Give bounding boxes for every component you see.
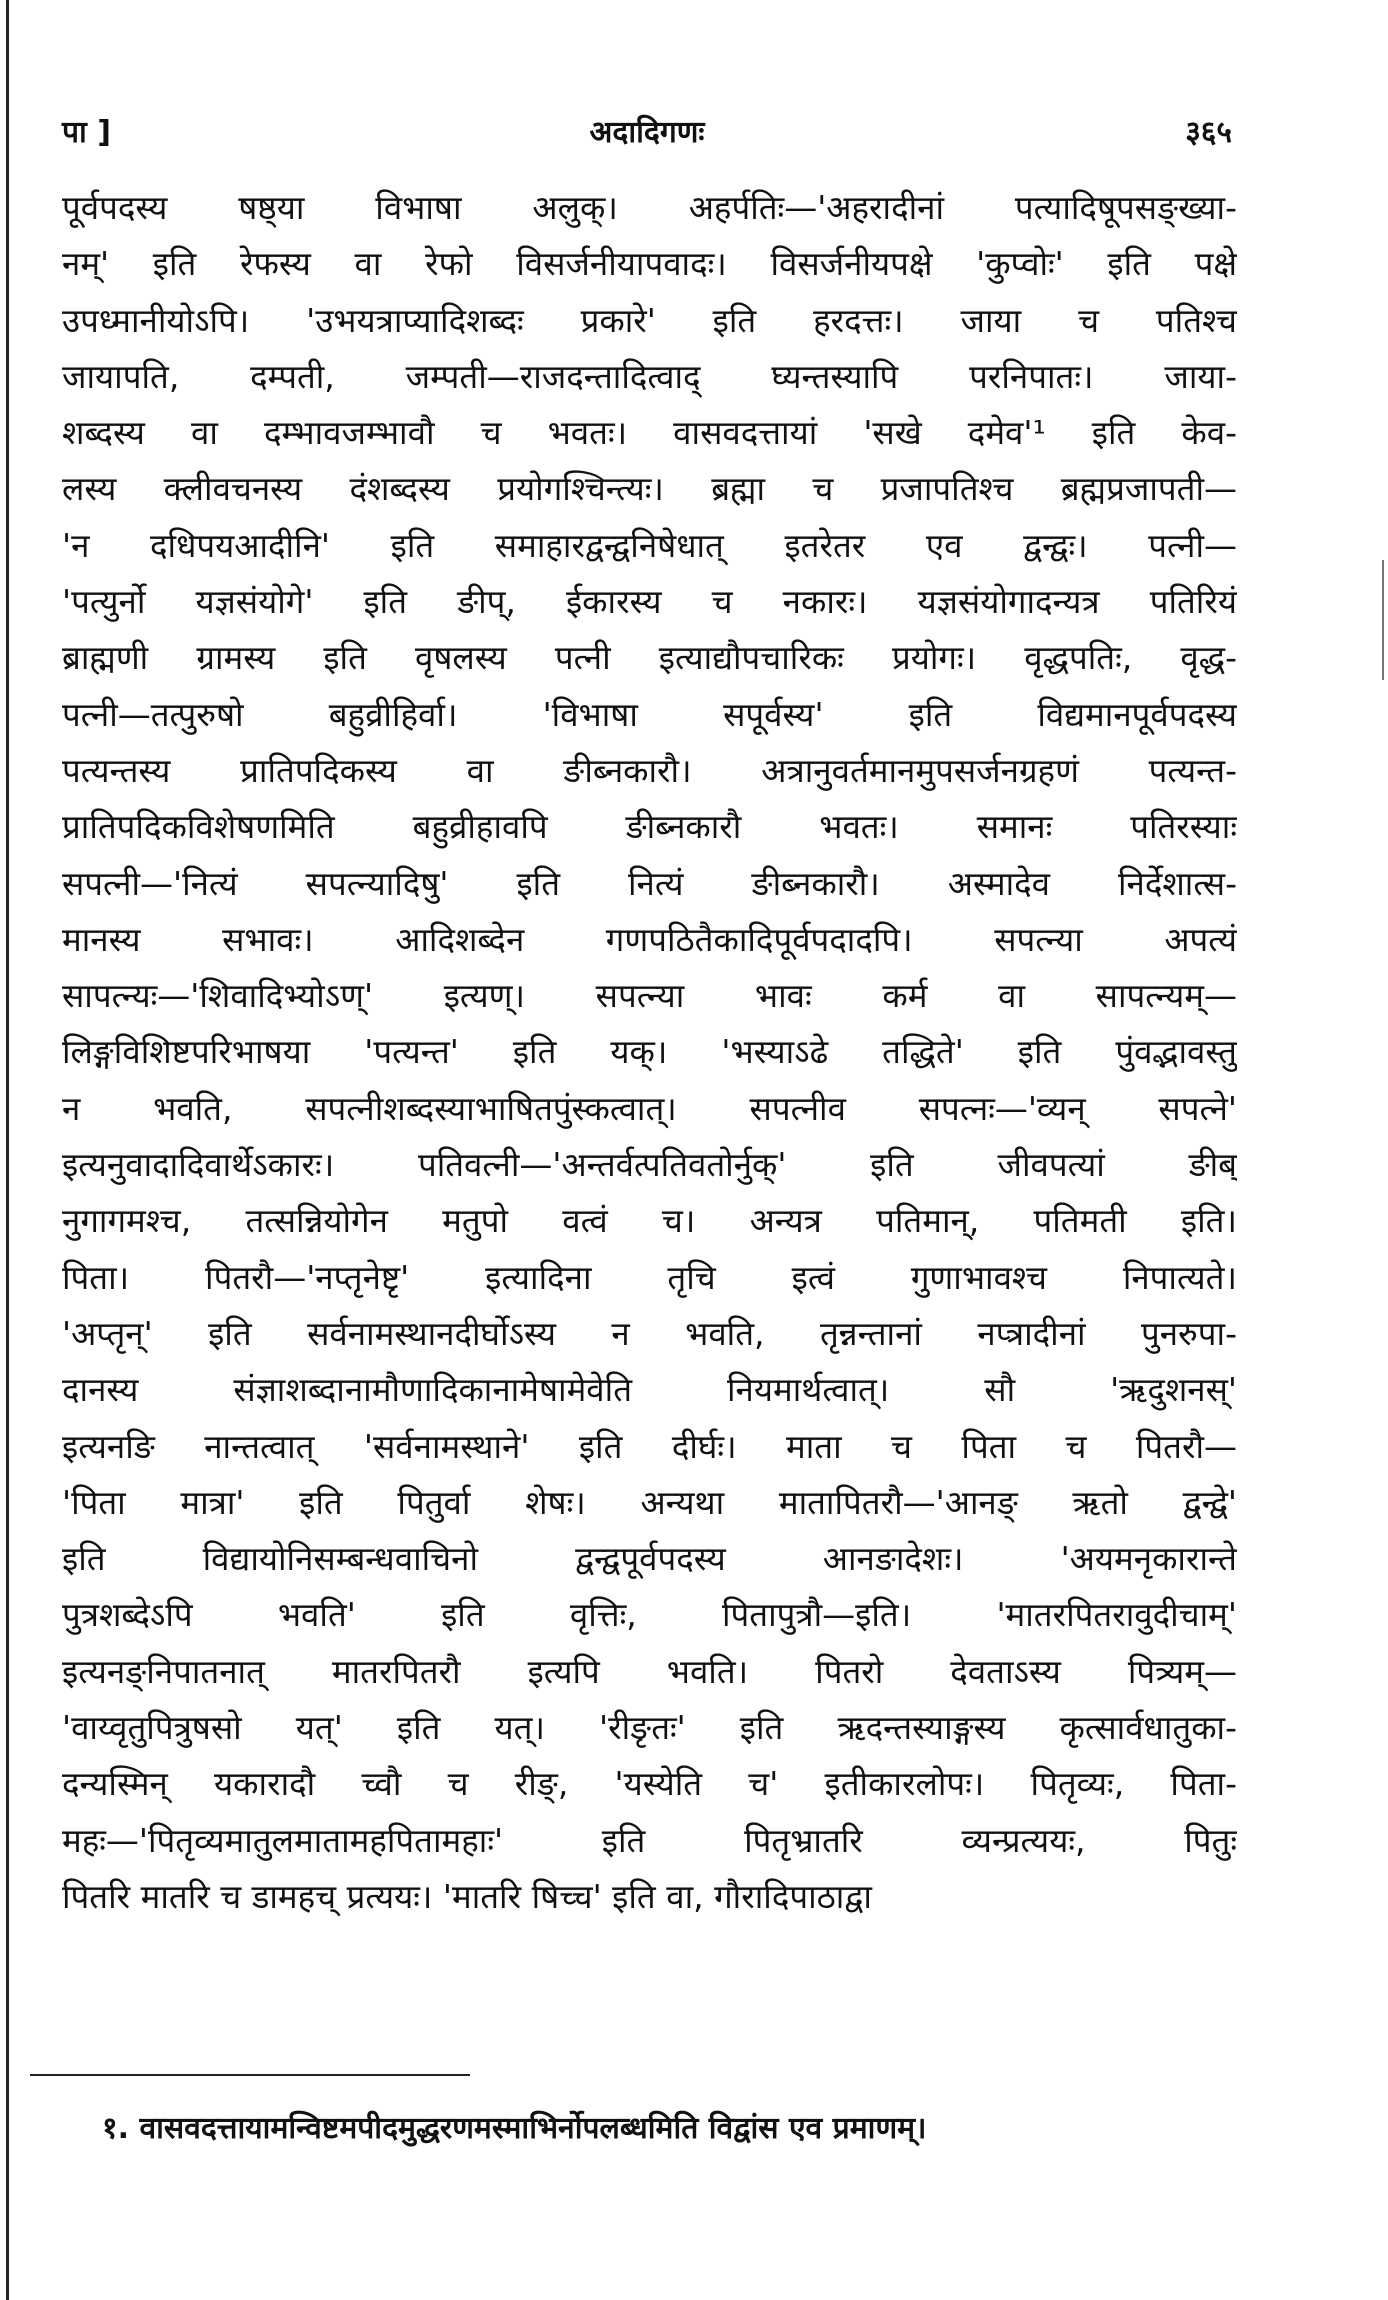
text-line: 'पत्युर्नो यज्ञसंयोगे' इति ङीप्, ईकारस्य च नकारः। यज्ञसंयोगादन्यत्र पतिरियं — [62, 582, 1237, 622]
text-line: दानस्य संज्ञाशब्दानामौणादिकानामेषामेवेति नियमार्थत्वात्। सौ 'ऋदुशनस्' — [62, 1370, 1237, 1410]
header-title: अदादिगणः — [589, 114, 705, 150]
text-line: महः—'पितृव्यमातुलमातामहपितामहाः' इति पितृभ्रातरि व्यन्प्रत्ययः, पितुः — [62, 1820, 1237, 1860]
text-line: लिङ्गविशिष्टपरिभाषया 'पत्यन्त' इति यक्। 'भस्याऽढे तद्धिते' इति पुंवद्भावस्तु — [62, 1032, 1237, 1072]
page-number: ३६५ — [1185, 114, 1232, 150]
main-text — [62, 180, 1237, 1925]
text-line: उपध्मानीयोऽपि। 'उभयत्राप्यादिशब्दः प्रकारे' इति हरदत्तः। जाया च पतिश्च — [62, 300, 1237, 340]
text-line: 'न दधिपयआदीनि' इति समाहारद्वन्द्वनिषेधात् इतरेतर एव द्वन्द्वः। पत्नी— — [62, 525, 1237, 565]
text-line: दन्यस्मिन् यकारादौ च्वौ च रीङ्, 'यस्येति च' इतीकारलोपः। पितृव्यः, पिता- — [62, 1764, 1237, 1804]
page-edge-mark — [1382, 560, 1384, 680]
text-line: जायापति, दम्पती, जम्पती—राजदन्तादित्वाद् घ्यन्तस्यापि परनिपातः। जाया- — [62, 356, 1237, 396]
text-line: इत्यनुवादादिवार्थेऽकारः। पतिवत्नी—'अन्तर्वत्पतिवतोर्नुक्' इति जीवपत्यां ङीब् — [62, 1145, 1237, 1185]
text-line: पिता। पितरौ—'नप्तृनेष्टृ' इत्यादिना तृचि इत्वं गुणाभावश्च निपात्यते। — [62, 1257, 1237, 1297]
text-line: सापत्न्यः—'शिवादिभ्योऽण्' इत्यण्। सपत्न्या भावः कर्म वा सापत्न्यम्— — [62, 976, 1237, 1016]
text-line: सपत्नी—'नित्यं सपत्न्यादिषु' इति नित्यं ङीब्नकारौ। अस्मादेव निर्देशात्स- — [62, 863, 1237, 903]
text-line: इत्यनङ्निपातनात् मातरपितरौ इत्यपि भवति। पितरो देवताऽस्य पित्र्यम्— — [62, 1651, 1237, 1691]
text-line: न भवति, सपत्नीशब्दस्याभाषितपुंस्कत्वात्। सपत्नीव सपत्नः—'व्यन् सपत्ने' — [62, 1088, 1237, 1128]
text-line: पितरि मातरि च डामहच् प्रत्ययः। 'मातरि षिच्च' इति वा, गौरादिपाठाद्वा — [62, 1876, 872, 1916]
text-line: शब्दस्य वा दम्भावजम्भावौ च भवतः। वासवदत्तायां 'सखे दमेव'¹ इति केव- — [62, 413, 1237, 453]
text-line: पुत्रशब्देऽपि भवति' इति वृत्तिः, पितापुत्रौ—इति। 'मातरपितरावुदीचाम्' — [62, 1595, 1237, 1635]
text-line: 'अप्तृन्' इति सर्वनामस्थानदीर्घोऽस्य न भवति, तृन्नन्तानां नप्त्रादीनां पुनरुपा- — [62, 1313, 1237, 1353]
text-line: प्रातिपदिकविशेषणमिति बहुव्रीहावपि ङीब्नकारौ भवतः। समानः पतिरस्याः — [62, 807, 1237, 847]
running-header — [62, 100, 1232, 160]
text-line: 'पिता मात्रा' इति पितुर्वा शेषः। अन्यथा मातापितरौ—'आनङ् ऋतो द्वन्द्वे' — [62, 1482, 1237, 1522]
text-line: लस्य क्लीवचनस्य दंशब्दस्य प्रयोगश्चिन्त्यः। ब्रह्मा च प्रजापतिश्च ब्रह्मप्रजापती— — [62, 469, 1237, 509]
text-line: नुगागमश्च, तत्सन्नियोगेन मतुपो वत्वं च। अन्यत्र पतिमान्, पतिमती इति। — [62, 1201, 1237, 1241]
text-line: पत्यन्तस्य प्रातिपदिकस्य वा ङीब्नकारौ। अत्रानुवर्तमानमुपसर्जनग्रहणं पत्यन्त- — [62, 750, 1237, 790]
page-edge-shadow — [6, 0, 9, 2300]
footnote: १. वासवदत्तायामन्विष्टमपीदमुद्धरणमस्माभिर्नोपलब्धमिति विद्वांस एव प्रमाणम्। — [102, 2111, 927, 2146]
text-line: ब्राह्मणी ग्रामस्य इति वृषलस्य पत्नी इत्याद्यौपचारिकः प्रयोगः। वृद्धपतिः, वृद्ध- — [62, 638, 1237, 678]
text-line: इत्यनङि नान्तत्वात् 'सर्वनामस्थाने' इति दीर्घः। माता च पिता च पितरौ— — [62, 1426, 1237, 1466]
text-line: इति विद्यायोनिसम्बन्धवाचिनो द्वन्द्वपूर्वपदस्य आनङादेशः। 'अयमनृकारान्ते — [62, 1539, 1237, 1579]
text-line: नम्' इति रेफस्य वा रेफो विसर्जनीयापवादः। विसर्जनीयपक्षे 'कुप्वोः' इति पक्षे — [62, 244, 1237, 284]
text-line: मानस्य सभावः। आदिशब्देन गणपठितैकादिपूर्वपदादपि। सपत्न्या अपत्यं — [62, 919, 1237, 959]
text-line: पूर्वपदस्य षष्ठ्या विभाषा अलुक्। अहर्पतिः—'अहरादीनां पत्यादिषूपसङ्ख्या- — [62, 188, 1237, 227]
text-line: 'वाय्वृतुपित्रुषसो यत्' इति यत्। 'रीङृतः' इति ऋदन्तस्याङ्गस्य कृत्सार्वधातुका- — [62, 1708, 1237, 1748]
header-section-ref: पा ] — [62, 114, 111, 150]
text-line: पत्नी—तत्पुरुषो बहुव्रीहिर्वा। 'विभाषा सपूर्वस्य' इति विद्यमानपूर्वपदस्य — [62, 694, 1237, 734]
footnote-divider — [30, 2074, 470, 2076]
